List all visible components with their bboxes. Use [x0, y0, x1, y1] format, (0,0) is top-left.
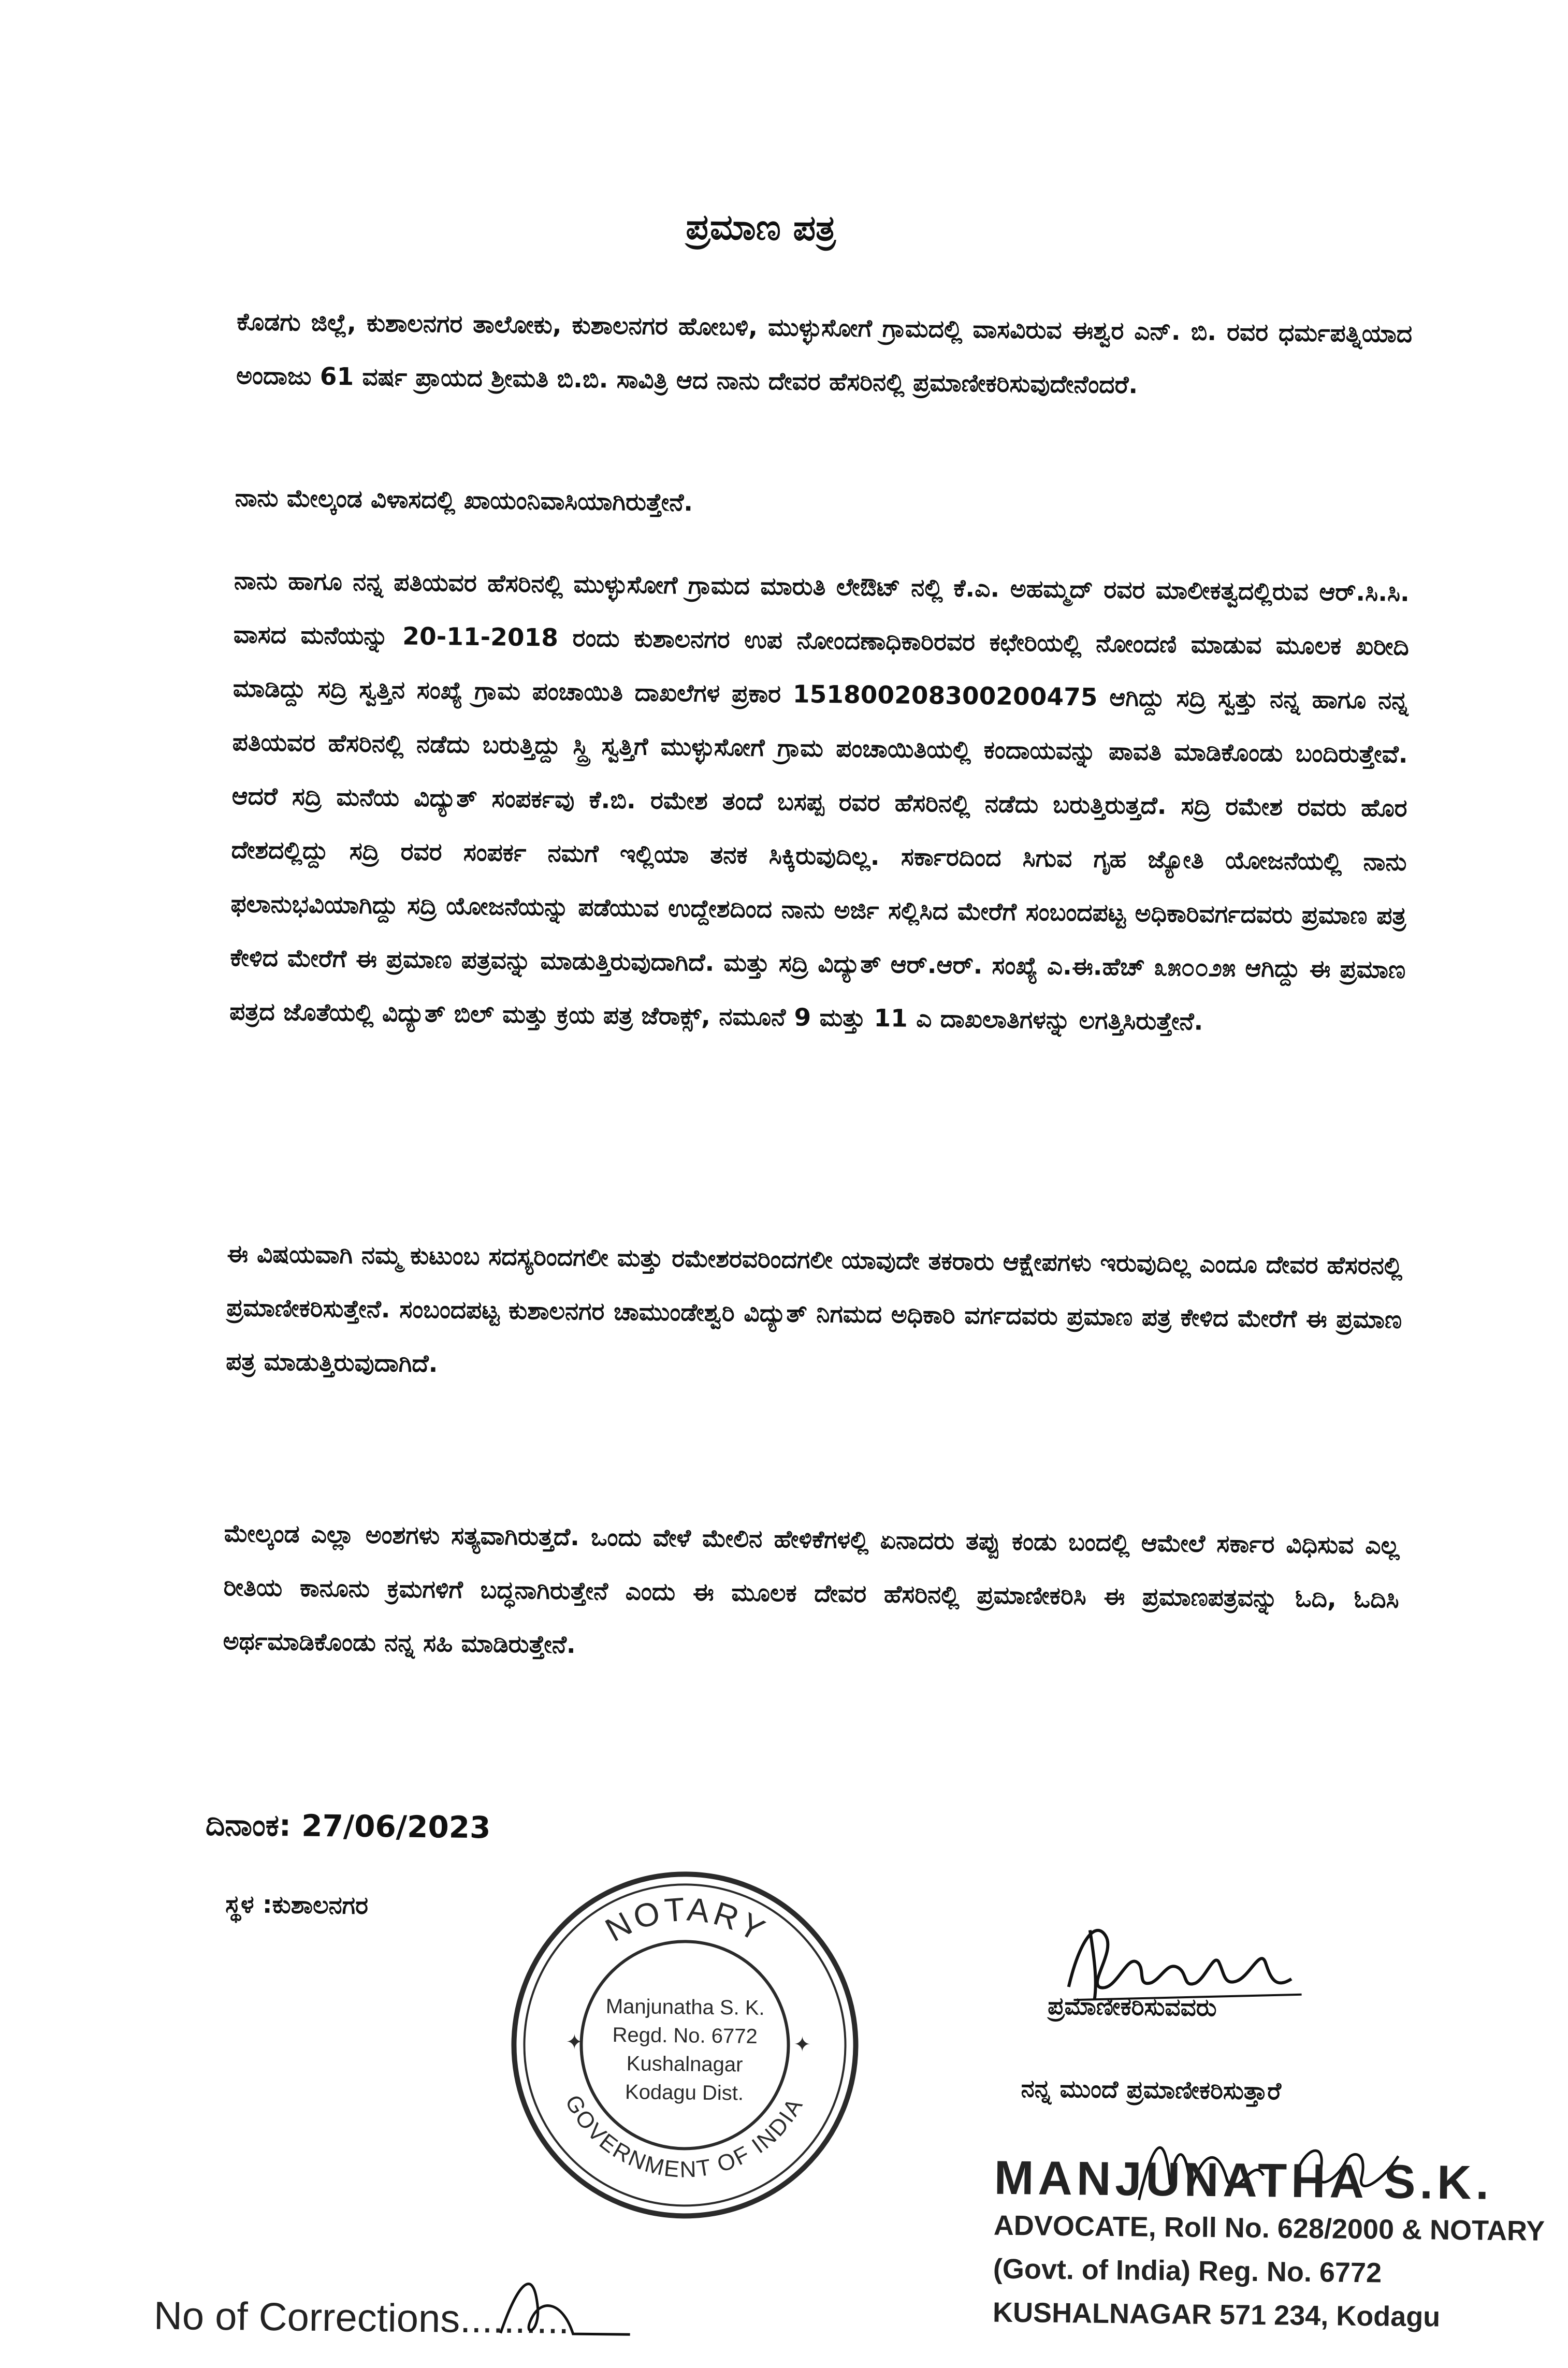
- paragraph-no-objection: ಈ ವಿಷಯವಾಗಿ ನಮ್ಮ ಕುಟುಂಬ ಸದಸ್ಯರಿಂದಗಲೀ ಮತ್ತು ರಮೇಶರವರಿಂದಗಲೀ ಯಾವುದೇ ತಕರಾರು ಆಕ್ಷೇಪಗಳು ಇರುವುದಿಲ್ಲ ಎಂದೂ ದೇವರ ಹೆಸರನಲ್ಲಿ ಪ್ರಮಾಣೀಕರಿಸುತ್ತೇನೆ. ಸಂಬಂದಪಟ್ಟ ಕುಶಾಲನಗರ ಚಾಮುಂಡೇಶ್ವರಿ ವಿದ್ಯುತ್ ನಿಗಮದ ಅಧಿಕಾರಿ ವರ್ಗದವರು ಪ್ರಮಾಣ ಪತ್ರ ಕೇಳಿದ ಮೇರೆಗೆ ಈ ಪ್ರಮಾಣ ಪತ್ರ ಮಾಡುತ್ತಿರುವುದಾಗಿದೆ.: [225, 1240, 1403, 1378]
- seal-top-text: NOTARY: [599, 1890, 774, 1951]
- seal-line-regd: Regd. No. 6772: [612, 2023, 758, 2048]
- seal-line-town: Kushalnagar: [626, 2052, 743, 2076]
- notary-seal: [502, 1862, 868, 2228]
- seal-star-right: ✦: [793, 2033, 811, 2056]
- corrections-initial: [485, 2255, 641, 2350]
- seal-bottom-text: GOVERNMENT OF INDIA: [560, 2090, 808, 2183]
- paragraph-property-details: ನಾನು ಹಾಗೂ ನನ್ನ ಪತಿಯವರ ಹೆಸರಿನಲ್ಲಿ ಮುಳ್ಳುಸೋಗೆ ಗ್ರಾಮದ ಮಾರುತಿ ಲೇಔಟ್ ನಲ್ಲಿ ಕೆ.ಎ. ಅಹಮ್ಮದ್ ರವರ ಮಾಲೀಕತ್ವದಲ್ಲಿರುವ ಆರ್.ಸಿ.ಸಿ. ವಾಸದ ಮನೆಯನ್ನು 20-11-2018 ರಂದು ಕುಶಾಲನಗರ ಉಪ ನೋಂದಣಾಧಿಕಾರಿರವರ ಕಛೇರಿಯಲ್ಲಿ ನೋಂದಣಿ ಮಾಡುವ ಮೂಲಕ ಖರೀದಿ ಮಾಡಿದ್ದು ಸದ್ರಿ ಸ್ವತ್ತಿನ ಸಂಖ್ಯೆ ಗ್ರಾಮ ಪಂಚಾಯಿತಿ ದಾಖಲೆಗಳ ಪ್ರಕಾರ 151800208300200475 ಆಗಿದ್ದು ಸದ್ರಿ ಸ್ವತ್ತು ನನ್ನ ಹಾಗೂ ನನ್ನ ಪತಿಯವರ ಹೆಸರಿನಲ್ಲಿ ನಡೆದು ಬರುತ್ತಿದ್ದು ಸ್ದ್ರಿ ಸ್ವತ್ತಿಗೆ ಮುಳ್ಳುಸೋಗೆ ಗ್ರಾಮ ಪಂಚಾಯಿತಿಯಲ್ಲಿ ಕಂದಾಯವನ್ನು ಪಾವತಿ ಮಾಡಿಕೊಂಡು ಬಂದಿರುತ್ತೇವೆ. ಆದರೆ ಸದ್ರಿ ಮನೆಯ ವಿದ್ಯುತ್ ಸಂಪರ್ಕವು ಕೆ.ಬಿ. ರಮೇಶ ತಂದೆ ಬಸಪ್ಪ ರವರ ಹೆಸರಿನಲ್ಲಿ ನಡೆದು ಬರುತ್ತಿರುತ್ತದೆ. ಸದ್ರಿ ರಮೇಶ ರವರು ಹೊರ ದೇಶದಲ್ಲಿದ್ದು ಸದ್ರಿ ರವರ ಸಂಪರ್ಕ ನಮಗೆ ಇಲ್ಲಿಯಾ ತನಕ ಸಿಕ್ಕಿರುವುದಿಲ್ಲ. ಸರ್ಕಾರದಿಂದ ಸಿಗುವ ಗೃಹ ಜ್ಯೋತಿ ಯೋಜನೆಯಲ್ಲಿ ನಾನು ಫಲಾನುಭವಿಯಾಗಿದ್ದು ಸದ್ರಿ ಯೋಜನೆಯನ್ನು ಪಡೆಯುವ ಉದ್ದೇಶದಿಂದ ನಾನು ಅರ್ಜಿ ಸಲ್ಲಿಸಿದ ಮೇರೆಗೆ ಸಂಬಂದಪಟ್ಟ ಅಧಿಕಾರಿವರ್ಗದವರು ಪ್ರಮಾಣ ಪತ್ರ ಕೇಳಿದ ಮೇರೆಗೆ ಈ ಪ್ರಮಾಣ ಪತ್ರವನ್ನು ಮಾಡುತ್ತಿರುವುದಾಗಿದೆ. ಮತ್ತು ಸದ್ರಿ ವಿದ್ಯುತ್ ಆರ್.ಆರ್. ಸಂಖ್ಯೆ ಎ.ಈ.ಹೆಚ್ ೩೫೦೦೨೫ ಆಗಿದ್ದು ಈ ಪ್ರಮಾಣ ಪತ್ರದ ಜೊತೆಯಲ್ಲಿ ವಿದ್ಯುತ್ ಬಿಲ್ ಮತ್ತು ಕ್ರಯ ಪತ್ರ ಜೆರಾಕ್ಸ್, ನಮೂನೆ 9 ಮತ್ತು 11 ಎ ದಾಖಲಾತಿಗಳನ್ನು ಲಗತ್ತಿಸಿರುತ್ತೇನೆ.: [229, 566, 1410, 1036]
- seal-star-left: ✦: [565, 2030, 584, 2054]
- advocate-address: KUSHALNAGAR 571 234, Kodagu: [992, 2297, 1441, 2333]
- seal-line-name: Manjunatha S. K.: [605, 1995, 765, 2020]
- paragraph-declaration-intro: ಕೊಡಗು ಜಿಲ್ಲೆ, ಕುಶಾಲನಗರ ತಾಲೋಕು, ಕುಶಾಲನಗರ ಹೋಬಳಿ, ಮುಳ್ಳುಸೋಗೆ ಗ್ರಾಮದಲ್ಲಿ ವಾಸವಿರುವ ಈಶ್ವರ ಎನ್. ಬಿ. ರವರ ಧರ್ಮಪತ್ನಿಯಾದ ಅಂದಾಜು 61 ವರ್ಷ ಪ್ರಾಯದ ಶ್ರೀಮತಿ ಬಿ.ಬಿ. ಸಾವಿತ್ರಿ ಆದ ನಾನು ದೇವರ ಹೆಸರಿನಲ್ಲಿ ಪ್ರಮಾಣೀಕರಿಸುವುದೇನೆಂದರೆ.: [236, 308, 1413, 400]
- advocate-reg: (Govt. of India) Reg. No. 6772: [993, 2253, 1382, 2289]
- corrections-count: No of Corrections..........: [153, 2293, 570, 2343]
- paragraph-residence: ನಾನು ಮೇಲ್ಕಂಡ ವಿಳಾಸದಲ್ಲಿ ಖಾಯಂನಿವಾಸಿಯಾಗಿರುತ್ತೇನೆ.: [235, 484, 693, 517]
- document-place: ಸ್ಥಳ :ಕುಶಾಲನಗರ: [225, 1890, 369, 1920]
- document-title: ಪ್ರಮಾಣ ಪತ್ರ: [686, 207, 836, 250]
- seal-line-district: Kodagu Dist.: [625, 2081, 744, 2105]
- advocate-roll: ADVOCATE, Roll No. 628/2000 & NOTARY: [993, 2210, 1545, 2247]
- advocate-stamp: [992, 2151, 1545, 2339]
- signature-caption: ಪ್ರಮಾಣೀಕರಿಸುವವರು: [1048, 1992, 1217, 2023]
- advocate-name: MANJUNATHA S.K.: [994, 2151, 1493, 2210]
- paragraph-truth-statement: ಮೇಲ್ಕಂಡ ಎಲ್ಲಾ ಅಂಶಗಳು ಸತ್ಯವಾಗಿರುತ್ತದೆ. ಒಂದು ವೇಳೆ ಮೇಲಿನ ಹೇಳಿಕೆಗಳಲ್ಲಿ ಏನಾದರು ತಪ್ಪು ಕಂಡು ಬಂದಲ್ಲಿ ಆಮೇಲೆ ಸರ್ಕಾರ ವಿಧಿಸುವ ಎಲ್ಲ ರೀತಿಯ ಕಾನೂನು ಕ್ರಮಗಳಿಗೆ ಬದ್ಧನಾಗಿರುತ್ತೇನೆ ಎಂದು ಈ ಮೂಲಕ ದೇವರ ಹೆಸರಿನಲ್ಲಿ ಪ್ರಮಾಣೀಕರಿಸಿ ಈ ಪ್ರಮಾಣಪತ್ರವನ್ನು ಓದಿ, ಓದಿಸಿ ಅರ್ಥಮಾಡಿಕೊಂಡು ನನ್ನ ಸಹಿ ಮಾಡಿರುತ್ತೇನೆ.: [223, 1519, 1400, 1660]
- document-date: ದಿನಾಂಕ: 27/06/2023: [205, 1807, 491, 1846]
- attestation-text: ನನ್ನ ಮುಂದೆ ಪ್ರಮಾಣೀಕರಿಸುತ್ತಾರೆ: [1021, 2074, 1282, 2106]
